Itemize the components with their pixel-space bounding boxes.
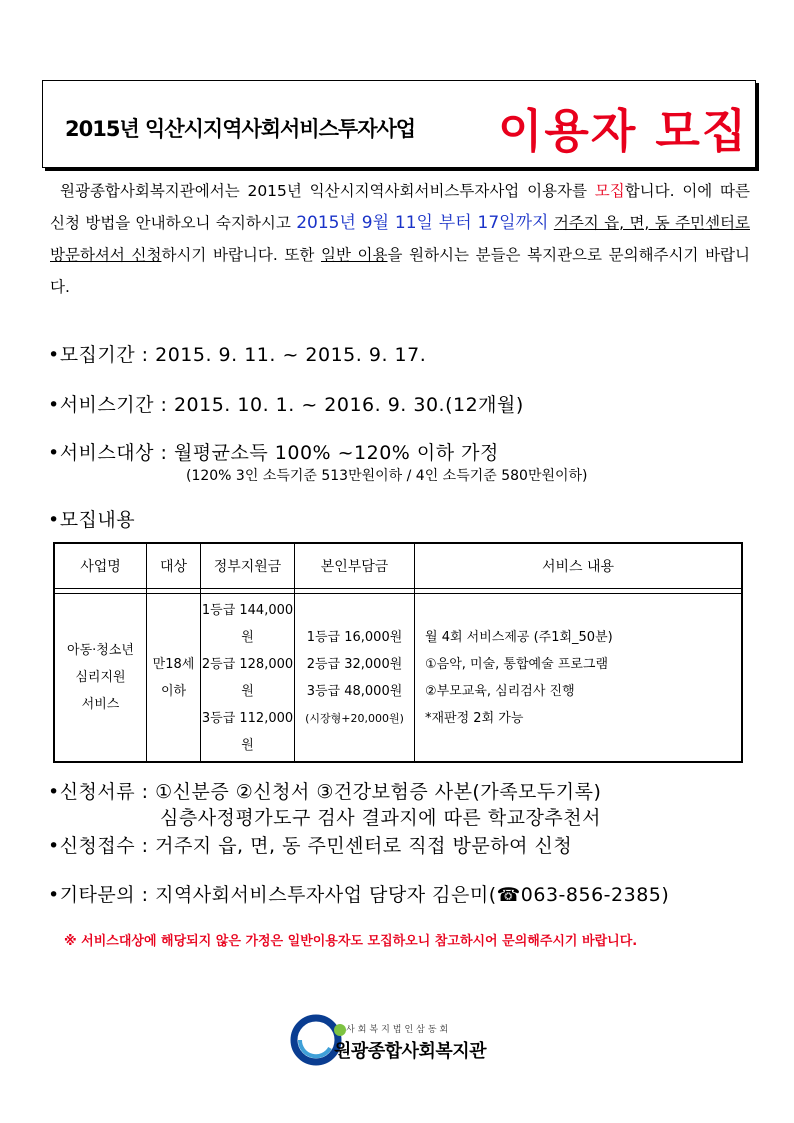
target-income-note: (120% 3인 소득기준 513만원이하 / 4인 소득기준 580만원이하) <box>186 468 588 484</box>
intro-text-2: 합니다. 이에 따른 신청 방법을 안내하오니 숙지하시고 <box>50 182 751 232</box>
header-government-support: 정부지원금 <box>201 544 295 589</box>
cell-target <box>147 594 201 762</box>
program-name-line: 아동·청소년 <box>67 643 134 658</box>
intro-text-4: 을 원하시는 분들은 복지관으로 문의해주시기 바랍니다. <box>50 246 750 296</box>
required-documents: •신청서류 : ①신분증 ②신청서 ③건강보험증 사본(가족모두기록) <box>48 781 602 803</box>
gov-support-line: 2등급 128,000원 <box>201 656 294 699</box>
title-big: 이용자 모집 <box>498 104 749 158</box>
recruit-table <box>53 542 743 763</box>
service-target: •서비스대상 : 월평균소득 100% ~120% 이하 가정 <box>48 442 499 464</box>
logo-name: 원광종합사회복지관 <box>334 1041 486 1062</box>
cell-government-support <box>201 594 295 762</box>
program-name-line: 서비스 <box>81 697 120 712</box>
intro-paragraph <box>50 175 750 303</box>
target-line: 이하 <box>160 683 187 699</box>
title-box <box>42 80 756 168</box>
service-period: •서비스기간 : 2015. 10. 1. ~ 2016. 9. 30.(12개월) <box>48 394 524 416</box>
gov-support-line: 1등급 144,000원 <box>201 602 294 645</box>
header-self-payment: 본인부담금 <box>295 544 415 589</box>
required-documents-2: 심층사정평가도구 검사 결과지에 따른 학교장추천서 <box>160 807 601 829</box>
intro-text-3: 하시기 바랍니다. 또한 <box>161 246 321 264</box>
recruit-contents-heading: •모집내용 <box>48 509 136 531</box>
self-payment-line: 1등급 16,000원 <box>306 629 403 645</box>
header-target: 대상 <box>147 544 201 589</box>
intro-visit-underline: 거주지 읍, 면, 동 주민센터로 방문하셔서 신청 <box>50 214 750 264</box>
header-service-content: 서비스 내용 <box>415 544 742 589</box>
cell-self-payment <box>295 594 415 762</box>
recruit-period: •모집기간 : 2015. 9. 11. ~ 2015. 9. 17. <box>48 344 427 366</box>
table-row <box>55 594 742 762</box>
cell-service-content <box>415 594 742 762</box>
gov-support-line: 3등급 112,000원 <box>201 710 294 753</box>
intro-recruit-highlight: 모집 <box>594 182 625 200</box>
service-content-line: 월 4회 서비스제공 (주1회_50분) <box>425 629 613 645</box>
target-line: 만18세 <box>152 656 195 672</box>
service-content-line: *재판정 2회 가능 <box>425 710 524 726</box>
other-inquiry: •기타문의 : 지역사회서비스투자사업 담당자 김은미(☎063-856-2385) <box>48 884 670 906</box>
program-name-line: 심리지원 <box>75 670 126 685</box>
intro-general-underline: 일반 이용 <box>320 246 388 264</box>
title-small: 2015년 익산시지역사회서비스투자사업 <box>65 117 416 141</box>
footer-note: ※ 서비스대상에 해당되지 않은 가정은 일반이용자도 모집하오니 참고하시어 문의해주시기 바랍니다. <box>64 934 638 949</box>
self-payment-line: 2등급 32,000원 <box>306 656 403 672</box>
intro-date-highlight: 2015년 9월 11일 부터 17일까지 <box>296 213 549 233</box>
service-content-line: ②부모교육, 심리검사 진행 <box>425 683 575 699</box>
service-content-line: ①음악, 미술, 통합예술 프로그램 <box>425 656 609 672</box>
logo-subtitle: 사회복지법인삼동회 <box>346 1025 452 1035</box>
application-reception: •신청접수 : 거주지 읍, 면, 동 주민센터로 직접 방문하여 신청 <box>48 835 573 857</box>
intro-text-1: 원광종합사회복지관에서는 2015년 익산시지역사회서비스투자사업 이용자를 <box>60 182 595 200</box>
header-program-name: 사업명 <box>55 544 147 589</box>
cell-program-name <box>55 594 147 762</box>
table-header-row <box>55 544 742 589</box>
self-payment-line: 3등급 48,000원 <box>306 683 403 699</box>
organization-logo <box>290 1012 510 1072</box>
self-payment-market-note: (시장형+20,000원) <box>305 711 404 725</box>
